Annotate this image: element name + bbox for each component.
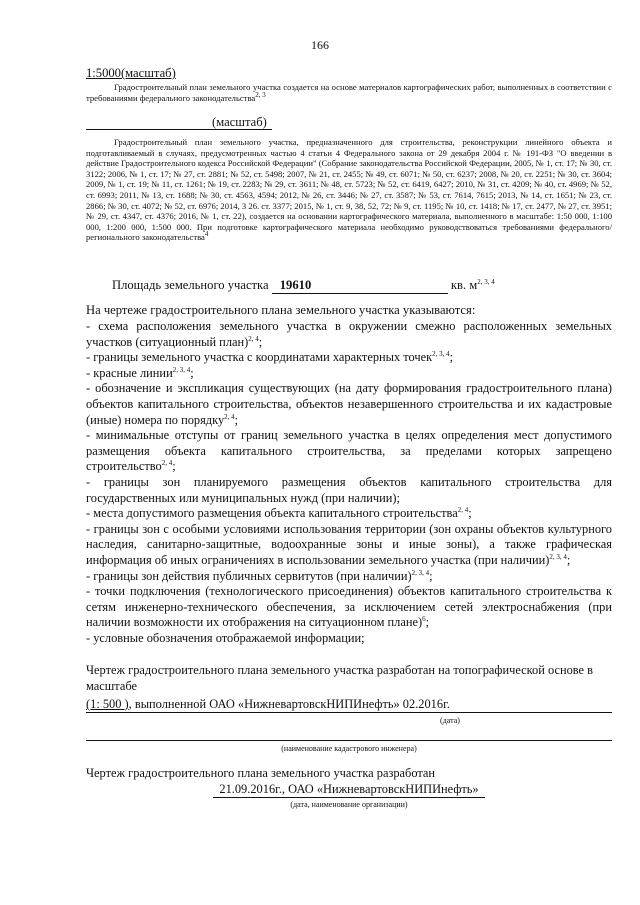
drawing-1-scale: (1: 500 ) [86, 697, 129, 711]
list-item-tail: ; [449, 350, 454, 365]
list-item-tail: ; [172, 459, 176, 474]
list-item-sup: 2, 3, 4 [432, 350, 450, 359]
drawing-2-value-row [86, 782, 612, 798]
list-item-text: - границы зон с особыми условиями использования территории (зон охраны объектов культурного наследия, санитарно-защитные, водоохранные зоны и иные зоны), а также графическая информация об иных ограничениях в использовании земельного участка (при наличии) [86, 521, 612, 567]
paragraph-1 [86, 82, 612, 103]
list-item-text: - точки подключения (технологического присоединения) объектов капитального строительства к сетям инженерно-технического обеспечения, за исключением сетей электроснабжения (при наличии возможности их отображения на ситуационном плане) [86, 584, 612, 630]
drawing-2-text: Чертеж градостроительного плана земельного участка разработан [86, 766, 436, 780]
paragraph-2 [86, 137, 612, 243]
list-item-tail: ; [190, 365, 194, 380]
list-item-tail: ; [566, 552, 571, 567]
scale-main: 1:5000(масштаб) [86, 66, 176, 80]
list-item-text: - места допустимого размещения объекта капитального строительства [86, 506, 458, 521]
area-unit: кв. м [450, 278, 478, 292]
area-sup: 2, 3, 4 [477, 277, 495, 286]
list-item-text: - обозначение и экспликация существующих (на дату формирования градостроительного плана) объектов капитального строительства, объектов незавершенного строительства и их кадастровые (иные) номера по порядку [86, 381, 612, 427]
list-item-sup: 2, 4 [248, 334, 259, 343]
scale-label-2: (масштаб) [212, 115, 267, 129]
list-item-tail: ; [429, 568, 433, 583]
list-item [86, 366, 612, 382]
list-item-sup: 2, 4 [457, 506, 469, 514]
drawing-2-value: 21.09.2016г., ОАО «НижневартовскНИПИнефть» [213, 782, 484, 798]
list-item [86, 584, 612, 631]
list-item-sup: 2, 3, 4 [411, 568, 430, 577]
caption-engineer: (наименование кадастрового инженера) [281, 744, 417, 753]
list-item [86, 475, 612, 506]
list-item-tail: ; [234, 412, 239, 427]
list-item [86, 506, 612, 522]
list-item-text: - границы зон планируемого размещения объектов капитального строительства для государственных или муниципальных нужд (при наличии); [86, 474, 612, 505]
paragraph-2-text: Градостроительный план земельного участка, предназначенного для строительства, реконструкции линейного объекта и подготавливаемый в случаях, предусмотренных частью 4 статьи 4 Федерального закона от 29 декабря 2004 г. № 191-ФЗ "О введении в действие Градостроительного кодекса Российской Федерации" (Собрание законодательства Российской Федерации, 2005, № 1, ст. 17; № 30, ст. 3122; 2006, № 1, ст. 17; № 27, ст. 2881; № 52, ст. 5498; 2007, № 21, ст. 2455; № 49, ст. 6071; № 50, ст. 6237; 2008, № 20, ст. 2251; № 30, ст. 3604; 2009, № 1, ст. 19; № 11, ст. 1261; № 19, ст. 2283; № 29, ст. 3611; № 48, ст. 5723; № 52, ст. 6419, 6427; 2010, № 31, ст. 4209; № 40, ст. 4969; № 52, ст. 6993; 2011, № 13, ст. 1688; № 30, ст. 4563, 4594; 2012, № 26, ст. 3446; № 27, ст. 3587; № 53, ст. 7614, 7615; 2013, № 14, ст. 1651; № 23, ст. 2866; № 30, ст. 4072; № 52, ст. 6976; 2014, 3 26. ст. 3377; 2015, № 1, ст. 9, 38, 52, 72; № 9, ст. 1195; № 10, ст. 1418; № 17, ст. 2477, № 27, ст. 3951; № 29, ст. 4347, ст. 4376; 2016, № 1, ст. 22), создается на основании картографического материала, выполненного в масштабе: 1:50 000, 1:100 000, 1:200 000, 1:500 000. При подготовке картографического материала необходимо руководствоваться требованиями федерального/регионального законодательства [86, 137, 612, 243]
caption-date: (дата) [440, 716, 460, 725]
list-item-sup: 2, 4 [161, 459, 173, 468]
list-item-text: - красные линии [86, 365, 173, 380]
list-item [86, 631, 612, 647]
area-value: 19610 [272, 278, 448, 294]
drawing-1-text: Чертеж градостроительного плана земельного участка разработан на топографической основе в масштабе [86, 663, 594, 693]
area-label: Площадь земельного участка [112, 278, 269, 292]
list-item-tail: ; [468, 506, 472, 521]
list-item [86, 428, 612, 475]
list-item-tail: ; [258, 334, 263, 349]
drawing-1-performed: , выполненной ОАО «НижневартовскНИПИнефть» 02.2016г. [128, 697, 450, 711]
list-item-sup: 2, 4 [224, 412, 235, 421]
requirements-list [86, 319, 612, 646]
list-item-text: - границы земельного участка с координатами характерных точек [86, 350, 433, 365]
drawing-1-line [86, 697, 612, 713]
list-intro: На чертеже градостроительного плана земельного участка указываются: [86, 303, 476, 317]
list-item-sup: 6 [422, 615, 426, 624]
paragraph-1-text: Градостроительный план земельного участка создается на основе материалов картографических работ, выполненных в соответствии с требованиями федерального законодательства [86, 82, 612, 103]
list-item [86, 569, 612, 585]
list-item-text: - минимальные отступы от границ земельного участка в целях определения мест допустимого размещения объекта капитального строительства, за пределами которых запрещено строительство [86, 428, 612, 474]
paragraph-2-sup: 4 [204, 230, 209, 239]
list-item [86, 522, 612, 569]
list-item-text: - схема расположения земельного участка в окружении смежно расположенных земельных участков (ситуационный план) [86, 319, 612, 349]
list-item [86, 381, 612, 428]
engineer-line [86, 740, 612, 741]
area-row [112, 278, 495, 294]
list-item-sup: 2, 3, 4 [172, 365, 191, 374]
page-number: 166 [311, 38, 329, 52]
caption-org: (дата, наименование организации) [290, 800, 408, 809]
list-item-text: - условные обозначения отображаемой информации; [86, 630, 365, 645]
paragraph-1-sup: 2, 3 [255, 90, 266, 99]
list-item [86, 350, 612, 366]
list-item-sup: 2, 3, 4 [549, 552, 567, 561]
list-item-text: - границы зон действия публичных сервитутов (при наличии) [86, 568, 412, 583]
list-item [86, 319, 612, 350]
list-item-tail: ; [425, 615, 430, 630]
